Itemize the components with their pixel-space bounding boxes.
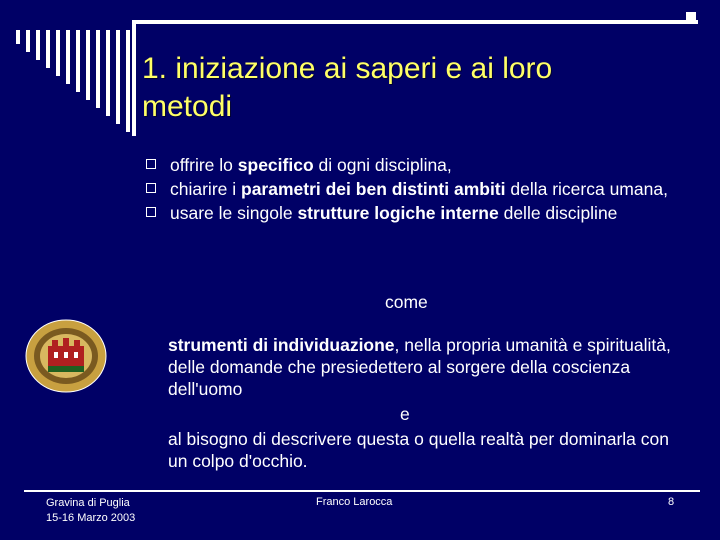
bullet-text: parametri dei ben distinti ambiti xyxy=(241,179,506,199)
bullet-item xyxy=(146,154,686,176)
decorative-top-line xyxy=(132,20,698,24)
paragraph-strumenti xyxy=(168,334,678,400)
paragraph-text: strumenti di individuazione xyxy=(168,335,395,355)
square-bullet-icon xyxy=(146,183,156,193)
footer-divider xyxy=(24,490,700,492)
bullet-item xyxy=(146,178,686,200)
bullet-text: della ricerca umana, xyxy=(505,179,668,199)
bullet-text: chiarire i xyxy=(170,179,241,199)
decorative-vertical-line xyxy=(132,20,136,136)
title-line-2: metodi xyxy=(142,90,233,123)
bullet-text: delle discipline xyxy=(498,203,618,223)
city-seal-icon xyxy=(24,318,108,394)
bullet-item xyxy=(146,202,686,224)
footer-author: Franco Larocca xyxy=(316,496,393,508)
connector-come: come xyxy=(385,292,428,312)
square-bullet-icon xyxy=(146,207,156,217)
slide-number: 8 xyxy=(668,496,675,508)
slide-title xyxy=(142,50,682,126)
footer-location-date xyxy=(46,496,135,526)
decorative-corner-square xyxy=(686,12,696,22)
bullet-text: usare le singole xyxy=(170,203,298,223)
bullet-text: strutture logiche interne xyxy=(297,203,499,223)
connector-e: e xyxy=(400,404,410,424)
decorative-bars xyxy=(16,30,136,135)
footer-location: Gravina di Puglia xyxy=(46,497,130,509)
bullet-text: di ogni disciplina, xyxy=(313,155,452,175)
square-bullet-icon xyxy=(146,159,156,169)
bullet-text: specifico xyxy=(237,155,314,175)
footer-date: 15-16 Marzo 2003 xyxy=(46,512,136,524)
title-line-1: 1. iniziazione ai saperi e ai loro xyxy=(142,52,553,85)
bullet-text: offrire lo xyxy=(170,155,238,175)
paragraph-bisogno: al bisogno di descrivere questa o quella realtà per dominarla con un colpo d'occhio. xyxy=(168,429,669,471)
paragraph-text: , nella propria umanità e spiritualità, delle domande che presiedettero al sorgere della coscienza dell'uomo xyxy=(168,335,671,399)
bullet-list xyxy=(146,154,686,226)
